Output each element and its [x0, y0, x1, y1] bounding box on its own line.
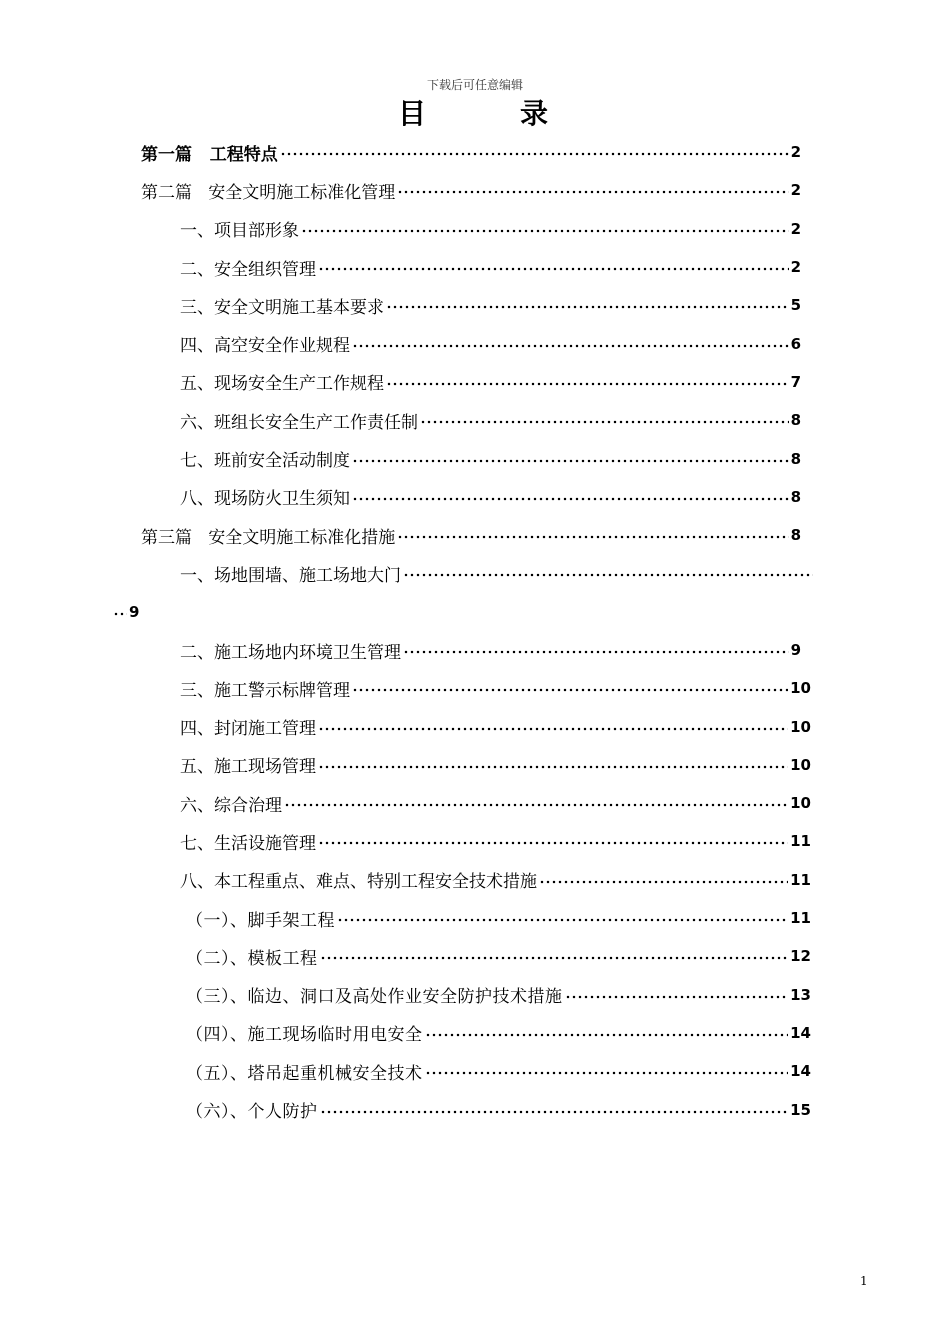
toc-dot-leader	[113, 612, 127, 616]
toc-entry-label: （三）、临边、洞口及高处作业安全防护技术措施	[186, 987, 563, 1008]
toc-entry-page: 15	[790, 1100, 811, 1119]
toc-dot-leader	[318, 765, 788, 769]
table-of-contents	[0, 133, 950, 1129]
toc-entry[interactable]	[0, 707, 950, 745]
toc-entry-label: 四、高空安全作业规程	[180, 336, 350, 357]
toc-dot-leader	[352, 459, 789, 463]
toc-entry-label: 一、项目部形象	[180, 221, 299, 242]
toc-entry-page: 11	[790, 832, 811, 851]
toc-entry-page: 6	[790, 334, 801, 353]
toc-entry-label: （四）、施工现场临时用电安全	[186, 1025, 423, 1046]
toc-entry[interactable]	[0, 133, 950, 171]
toc-entry-label: 三、安全文明施工基本要求	[180, 297, 384, 318]
toc-entry-label: 五、施工现场管理	[180, 757, 316, 778]
title-right-char: 录	[520, 97, 553, 130]
toc-dot-leader	[318, 841, 788, 845]
toc-entry-page: 11	[790, 909, 811, 928]
toc-entry[interactable]	[0, 937, 950, 975]
toc-entry-label: 六、班组长安全生产工作责任制	[180, 412, 418, 433]
toc-entry-page: 2	[790, 181, 801, 200]
toc-entry-label: 第一篇 工程特点	[141, 144, 278, 165]
toc-entry[interactable]	[0, 210, 950, 248]
header-note: 下载后可任意编辑	[426, 78, 523, 92]
toc-entry-page: 9	[129, 602, 140, 621]
toc-entry[interactable]	[0, 669, 950, 707]
toc-dot-leader	[565, 995, 789, 999]
toc-dot-leader	[320, 1110, 789, 1114]
toc-dot-leader	[386, 382, 789, 386]
toc-dot-leader	[386, 305, 789, 309]
toc-entry[interactable]	[0, 439, 950, 477]
toc-entry-page: 13	[790, 985, 811, 1004]
toc-dot-leader	[280, 152, 789, 156]
toc-entry-page: 2	[790, 258, 801, 277]
toc-entry-page: 9	[790, 641, 801, 659]
toc-entry[interactable]	[0, 861, 950, 899]
toc-entry[interactable]	[0, 363, 950, 401]
toc-entry-page: 2	[790, 219, 801, 238]
toc-entry-label: 七、生活设施管理	[180, 833, 316, 854]
toc-dot-leader	[425, 1071, 789, 1075]
page-title	[0, 92, 950, 132]
page-number: 1	[860, 1274, 868, 1288]
toc-entry-page: 10	[790, 794, 811, 813]
toc-entry[interactable]	[0, 516, 950, 554]
toc-dot-leader	[337, 918, 788, 922]
toc-entry-label: 五、现场安全生产工作规程	[180, 374, 384, 395]
toc-entry-label: 四、封闭施工管理	[180, 719, 316, 740]
toc-dot-leader	[318, 727, 788, 731]
toc-entry-page: 8	[790, 487, 801, 506]
toc-entry[interactable]	[0, 478, 950, 516]
toc-entry[interactable]	[0, 899, 950, 937]
title-left-char: 目	[397, 97, 430, 130]
toc-entry[interactable]	[0, 822, 950, 860]
toc-entry-label: （五）、塔吊起重机械安全技术	[186, 1063, 423, 1084]
toc-entry-label: 第三篇 安全文明施工标准化措施	[141, 527, 396, 548]
toc-entry[interactable]	[0, 248, 950, 286]
toc-entry[interactable]	[0, 1052, 950, 1090]
toc-dot-leader	[301, 229, 789, 233]
toc-dot-leader	[320, 956, 789, 960]
toc-entry-label: 七、班前安全活动制度	[180, 451, 350, 472]
toc-entry-page: 11	[790, 870, 811, 889]
toc-dot-leader	[318, 267, 789, 271]
toc-entry-label: 八、现场防火卫生须知	[180, 489, 350, 510]
toc-entry-label: 八、本工程重点、难点、特别工程安全技术措施	[180, 872, 537, 893]
toc-entry[interactable]	[0, 324, 950, 362]
toc-entry-label: 一、场地围墙、施工场地大门	[180, 565, 401, 586]
toc-entry-label: （六）、个人防护	[186, 1102, 318, 1123]
toc-entry-page: 14	[790, 1023, 811, 1042]
toc-entry[interactable]	[0, 1014, 950, 1052]
toc-dot-leader	[352, 497, 789, 501]
toc-entry-label: 第二篇 安全文明施工标准化管理	[141, 182, 396, 203]
toc-entry[interactable]	[0, 554, 950, 592]
toc-dot-leader	[352, 344, 789, 348]
toc-entry[interactable]	[0, 171, 950, 209]
toc-entry-label: 三、施工警示标牌管理	[180, 680, 350, 701]
toc-dot-leader	[403, 573, 813, 577]
toc-entry-label: （一）、脚手架工程	[186, 910, 335, 931]
toc-entry-page: 8	[790, 411, 801, 430]
toc-entry[interactable]	[0, 1090, 950, 1128]
toc-entry-page: 12	[790, 947, 811, 966]
toc-entry-page: 10	[790, 717, 811, 736]
toc-entry-page: 8	[790, 449, 801, 468]
toc-entry-page: 5	[790, 296, 801, 315]
toc-dot-leader	[397, 190, 788, 194]
toc-entry-page: 8	[790, 526, 801, 545]
toc-dot-leader	[420, 420, 789, 424]
toc-dot-leader	[425, 1033, 789, 1037]
toc-dot-leader	[397, 535, 788, 539]
toc-entry[interactable]	[0, 784, 950, 822]
toc-entry-page: 14	[790, 1062, 811, 1081]
toc-entry-label: （二）、模板工程	[186, 948, 318, 969]
toc-entry[interactable]	[0, 593, 950, 631]
toc-entry[interactable]	[0, 746, 950, 784]
toc-entry-label: 二、施工场地内环境卫生管理	[180, 642, 401, 663]
toc-dot-leader	[403, 650, 789, 654]
toc-entry[interactable]	[0, 631, 950, 669]
toc-entry-label: 二、安全组织管理	[180, 259, 316, 280]
toc-dot-leader	[284, 803, 788, 807]
toc-entry-page: 7	[790, 372, 801, 391]
toc-entry-page: 2	[790, 143, 801, 162]
toc-entry[interactable]	[0, 976, 950, 1014]
toc-entry[interactable]	[0, 286, 950, 324]
toc-dot-leader	[352, 688, 788, 692]
toc-entry-page: 10	[790, 679, 811, 698]
toc-entry-label: 六、综合治理	[180, 795, 282, 816]
toc-dot-leader	[539, 880, 788, 884]
toc-entry-page: 10	[790, 755, 811, 774]
toc-entry[interactable]	[0, 401, 950, 439]
